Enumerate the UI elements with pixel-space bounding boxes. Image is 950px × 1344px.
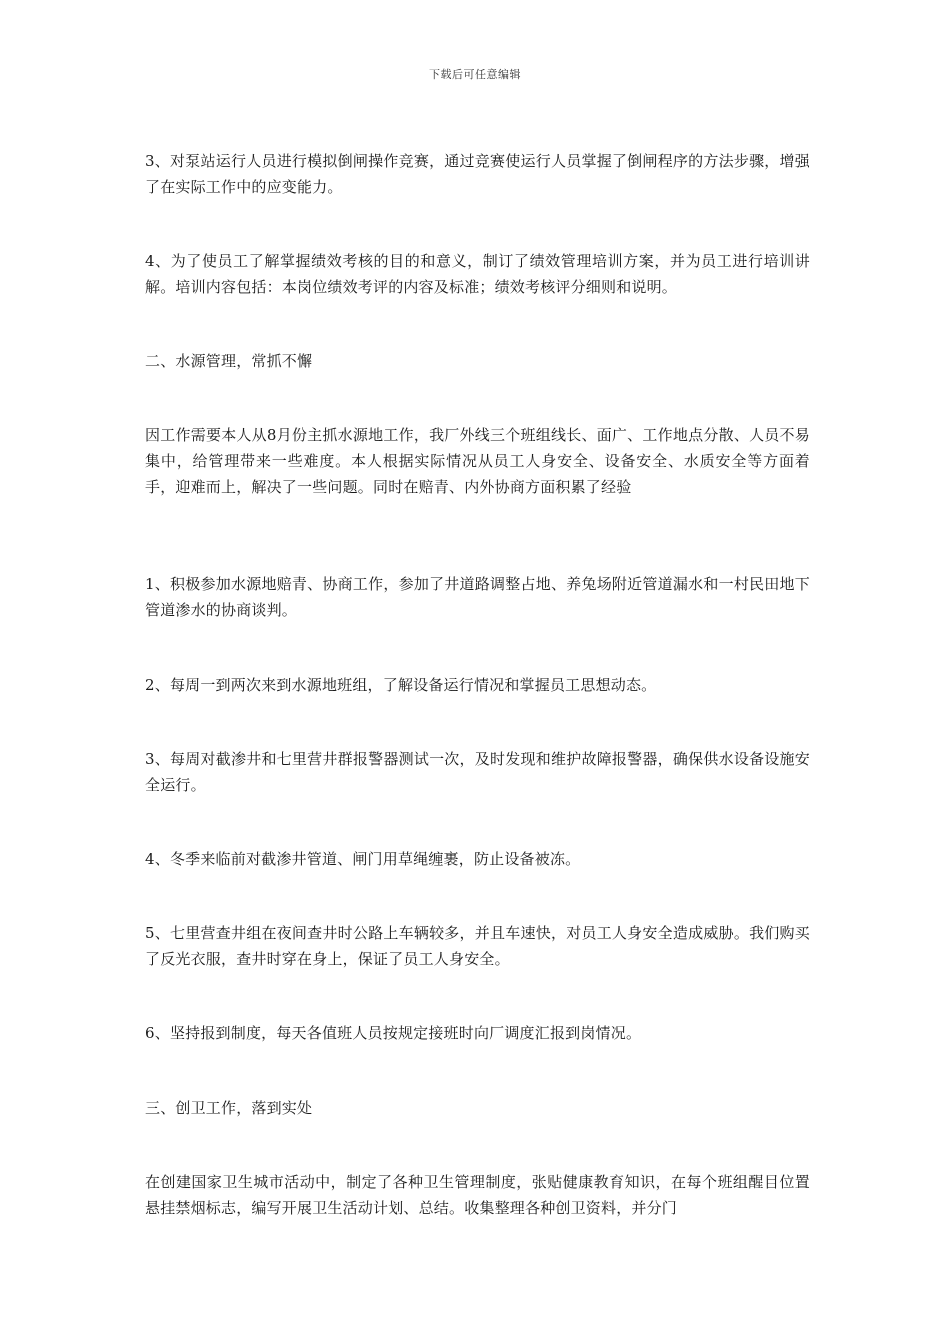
paragraph-item-4-winter: 4、冬季来临前对截渗井管道、闸门用草绳缠裹，防止设备被冻。 — [145, 850, 581, 868]
section-heading-water-source: 二、水源管理，常抓不懈 — [145, 352, 313, 370]
paragraph-sanitation-intro: 在创建国家卫生城市活动中，制定了各种卫生管理制度，张贴健康教育知识，在每个班组醒目位置悬挂禁烟标志，编写开展卫生活动计划、总结。收集整理各种创卫资料，并分门 — [145, 1173, 810, 1217]
paragraph-item-3-alarm-test: 3、每周对截渗井和七里营井群报警器测试一次，及时发现和维护故障报警器，确保供水设备设施安全运行。 — [145, 750, 810, 794]
paragraph-item-3-drill: 3、对泵站运行人员进行模拟倒闸操作竞赛，通过竞赛使运行人员掌握了倒闸程序的方法步骤，增强了在实际工作中的应变能力。 — [145, 152, 810, 196]
paragraph-water-source-intro: 因工作需要本人从8月份主抓水源地工作，我厂外线三个班组线长、面广、工作地点分散、人员不易集中，给管理带来一些难度。本人根据实际情况从员工人身安全、设备安全、水质安全等方面着手，迎难而上，解决了一些问题。同时在赔青、内外协商方面积累了经验 — [145, 426, 810, 496]
paragraph-item-6-reporting: 6、坚持报到制度，每天各值班人员按规定接班时向厂调度汇报到岗情况。 — [145, 1024, 642, 1042]
paragraph-item-5-safety: 5、七里营查井组在夜间查井时公路上车辆较多，并且车速快，对员工人身安全造成威胁。我们购买了反光衣服，查井时穿在身上，保证了员工人身安全。 — [145, 924, 810, 968]
header-note: 下载后可任意编辑 — [429, 68, 521, 81]
section-heading-sanitation: 三、创卫工作，落到实处 — [145, 1099, 313, 1117]
paragraph-item-1-negotiation: 1、积极参加水源地赔青、协商工作，参加了井道路调整占地、养兔场附近管道漏水和一村民田地下管道渗水的协商谈判。 — [145, 575, 810, 619]
paragraph-item-4-training: 4、为了使员工了解掌握绩效考核的目的和意义，制订了绩效管理培训方案，并为员工进行培训讲解。培训内容包括：本岗位绩效考评的内容及标准；绩效考核评分细则和说明。 — [145, 252, 810, 296]
paragraph-item-2-visits: 2、每周一到两次来到水源地班组，了解设备运行情况和掌握员工思想动态。 — [145, 676, 657, 694]
